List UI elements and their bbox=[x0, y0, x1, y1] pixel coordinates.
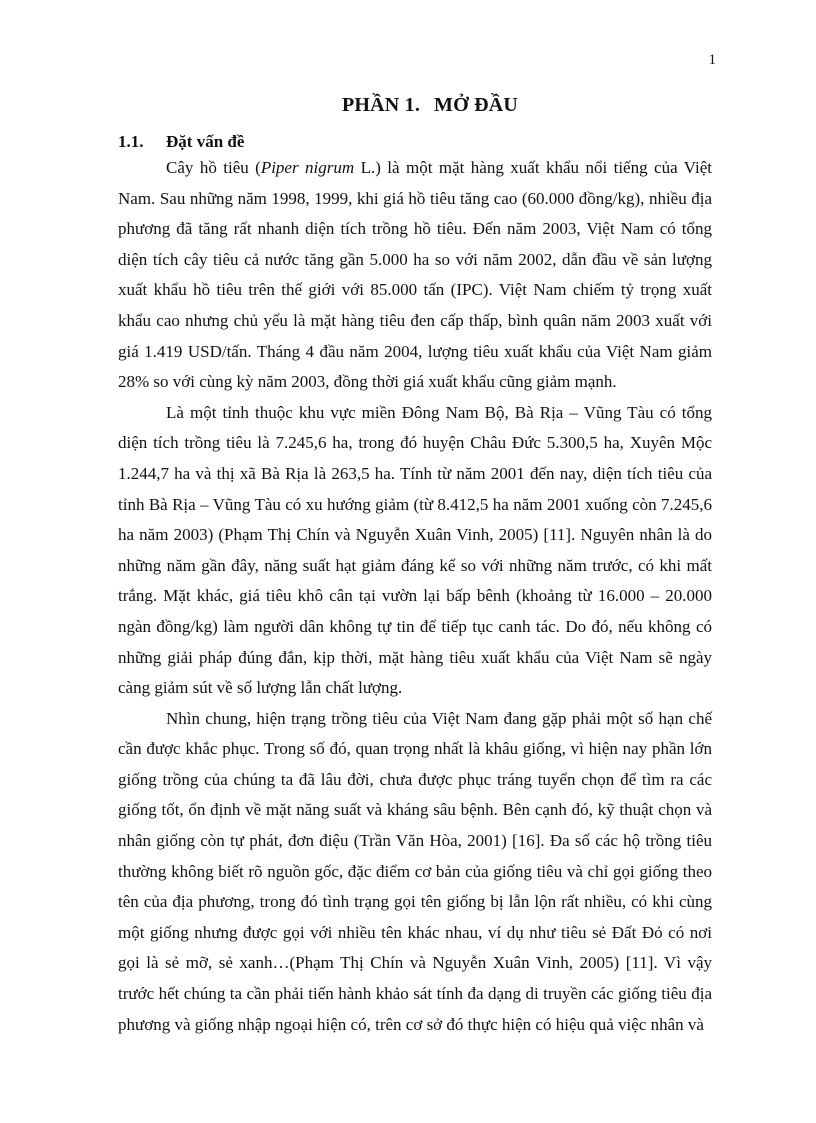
paragraph-2: Là một tỉnh thuộc khu vực miền Đông Nam Bộ, Bà Rịa – Vũng Tàu có tổng diện tích trồng tiêu là 7.245,6 ha, trong đó huyện Châu Đức 5.300,5 ha, Xuyên Mộc 1.244,7 ha và thị xã Bà Rịa là 263,5 ha. Tính từ năm 2001 đến nay, diện tích tiêu của tỉnh Bà Rịa – Vũng Tàu có xu hướng giảm (từ 8.412,5 ha năm 2001 xuống còn 7.245,6 ha năm 2003) (Phạm Thị Chín và Nguyễn Xuân Vinh, 2005) [11]. Nguyên nhân là do những năm gần đây, năng suất hạt giảm đáng kể so với những năm trước, có khi mất trắng. Mặt khác, giá tiêu khô cân tại vườn lại bấp bênh (khoảng từ 16.000 – 20.000 ngàn đồng/kg) làm người dân không tự tin để tiếp tục canh tác. Do đó, nếu không có những giải pháp đúng đắn, kịp thời, mặt hàng tiêu xuất khẩu của Việt Nam sẽ ngày càng giảm sút về số lượng lẫn chất lượng. bbox=[118, 402, 712, 698]
paragraph-3: Nhìn chung, hiện trạng trồng tiêu của Việt Nam đang gặp phải một số hạn chế cần được khắc phục. Trong số đó, quan trọng nhất là khâu giống, vì hiện nay phần lớn giống trồng của chúng ta đã lâu đời, chưa được phục tráng tuyển chọn để tìm ra các giống tốt, ổn định về mặt năng suất và kháng sâu bệnh. Bên cạnh đó, kỹ thuật chọn và nhân giống còn tự phát, đơn điệu (Trần Văn Hòa, 2001) [16]. Đa số các hộ trồng tiêu thường không biết rõ nguồn gốc, đặc điểm cơ bản của giống tiêu và chỉ gọi giống theo tên của địa phương, trong đó tình trạng gọi tên giống bị lẫn lộn rất nhiều, có khi cùng một giống nhưng được gọi với nhiều tên khác nhau, ví dụ như tiêu sẻ Đất Đỏ có nơi gọi là sẻ mỡ, sẻ xanh…(Phạm Thị Chín và Nguyễn Xuân Vinh, 2005) [11]. Vì vậy trước hết chúng ta cần phải tiến hành khảo sát tính đa dạng di truyền các giống tiêu địa phương và giống nhập ngoại hiện có, trên cơ sở đó thực hiện có hiệu quả việc nhân và bbox=[118, 708, 712, 1034]
part-number: PHẦN 1. bbox=[341, 94, 421, 116]
body-text bbox=[118, 153, 712, 1040]
part-label: MỞ ĐẦU bbox=[434, 94, 519, 116]
paragraph-1 bbox=[118, 153, 712, 398]
part-title bbox=[0, 94, 816, 117]
species-name: Piper nigrum bbox=[260, 158, 355, 177]
section-heading bbox=[118, 132, 244, 152]
page-number: 1 bbox=[708, 52, 716, 68]
paragraph-1-lead: Cây hồ tiêu ( bbox=[166, 158, 261, 177]
section-number: 1.1. bbox=[118, 132, 144, 151]
section-title: Đặt vấn đề bbox=[166, 132, 245, 151]
paragraph-1-rest: L.) là một mặt hàng xuất khẩu nổi tiếng của Việt Nam. Sau những năm 1998, 1999, khi giá hồ tiêu tăng cao (60.000 đồng/kg), nhiều địa phương đã tăng rất nhanh diện tích trồng hồ tiêu. Đến năm 2003, Việt Nam có tổng diện tích cây tiêu cả nước tăng gần 5.000 ha so với năm 2002, dẫn đầu về sản lượng xuất khẩu hồ tiêu trên thế giới với 85.000 tấn (IPC). Việt Nam chiếm tỷ trọng xuất khẩu cao nhưng chủ yếu là mặt hàng tiêu đen cấp thấp, bình quân năm 2003 xuất với giá 1.419 USD/tấn. Tháng 4 đầu năm 2004, lượng tiêu xuất khẩu của Việt Nam giảm 28% so với cùng kỳ năm 2003, đồng thời giá xuất khẩu cũng giảm mạnh. bbox=[118, 158, 712, 392]
